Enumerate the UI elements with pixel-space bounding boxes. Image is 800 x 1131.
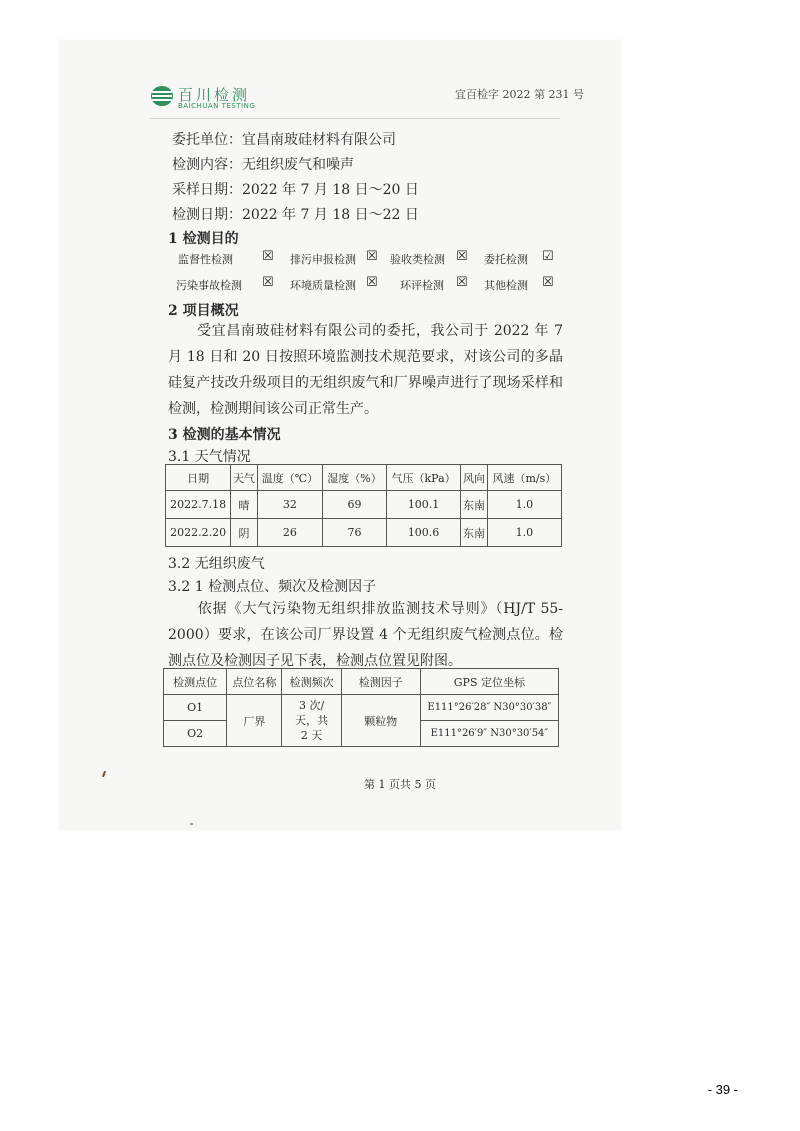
checkbox-checked-icon: ☑ bbox=[542, 249, 554, 264]
table-cell: O2 bbox=[164, 721, 227, 747]
table-header-row bbox=[164, 669, 559, 695]
checkbox-icon: ☒ bbox=[366, 249, 378, 264]
table-cell: 晴 bbox=[231, 491, 257, 519]
table-header-cell: 检测点位 bbox=[164, 669, 227, 695]
table-cell: 厂界 bbox=[227, 695, 282, 747]
table-header-cell: 温度（℃） bbox=[257, 465, 323, 491]
section3-title: 3 检测的基本情况 bbox=[168, 427, 281, 443]
table-cell: 26 bbox=[257, 519, 323, 547]
table-header-cell: 风速（m/s） bbox=[487, 465, 561, 491]
table-header-cell: 检测因子 bbox=[341, 669, 420, 695]
monitoring-points-table bbox=[163, 668, 559, 747]
purpose-label: 排污申报检测 bbox=[290, 253, 356, 266]
logo-english-text: BAICHUAN TESTING bbox=[178, 102, 256, 110]
table-cell: 100.6 bbox=[386, 519, 461, 547]
table-row bbox=[166, 519, 562, 547]
checkbox-icon: ☒ bbox=[366, 275, 378, 290]
logo-chinese-text: 百川检测 bbox=[178, 86, 251, 104]
test-date-line: 检测日期：2022 年 7 月 18 日～22 日 bbox=[172, 207, 419, 223]
content-line: 检测内容：无组织废气和噪声 bbox=[172, 157, 354, 173]
points-subtitle: 3.2 1 检测点位、频次及检测因子 bbox=[168, 579, 377, 595]
table-cell: 阴 bbox=[231, 519, 257, 547]
page-number: - 39 - bbox=[707, 1082, 738, 1097]
table-row bbox=[164, 695, 559, 721]
logo-icon bbox=[150, 84, 174, 108]
table-cell: 76 bbox=[323, 519, 387, 547]
table-cell: O1 bbox=[164, 695, 227, 721]
table-cell: 3 次/天，共 2 天 bbox=[282, 695, 341, 747]
header-divider bbox=[150, 118, 560, 119]
table-cell: 32 bbox=[257, 491, 323, 519]
weather-table bbox=[165, 464, 562, 547]
table-header-cell: GPS 定位坐标 bbox=[420, 669, 558, 695]
table-header-cell: 点位名称 bbox=[227, 669, 282, 695]
table-cell: 69 bbox=[323, 491, 387, 519]
purpose-label: 污染事故检测 bbox=[176, 279, 242, 292]
table-cell: 1.0 bbox=[487, 491, 561, 519]
purpose-label: 监督性检测 bbox=[178, 253, 233, 266]
purpose-label: 委托检测 bbox=[484, 253, 528, 266]
table-cell: 东南 bbox=[461, 491, 487, 519]
table-cell: 100.1 bbox=[386, 491, 461, 519]
table-cell: E111°26′28″ N30°30′38″ bbox=[420, 695, 558, 721]
client-line: 委托单位：宜昌南玻硅材料有限公司 bbox=[172, 132, 396, 148]
project-overview-paragraph: 受宜昌南玻硅材料有限公司的委托，我公司于 2022 年 7 月 18 日和 20 日按照环境监测技术规范要求，对该公司的多晶硅复产技改升级项目的无组织废气和厂界噪声进行了现场采样和检测，检测期间该公司正常生产。 bbox=[168, 323, 563, 417]
table-cell: 2022.7.18 bbox=[166, 491, 231, 519]
section2-title: 2 项目概况 bbox=[168, 303, 239, 319]
table-row bbox=[166, 491, 562, 519]
company-logo bbox=[150, 84, 260, 114]
weather-subtitle: 3.1 天气情况 bbox=[168, 449, 251, 465]
table-cell: 颗粒物 bbox=[341, 695, 420, 747]
document-number: 宜百检字 2022 第 231 号 bbox=[455, 88, 584, 101]
checkbox-icon: ☒ bbox=[542, 275, 554, 290]
table-header-row bbox=[166, 465, 562, 491]
purpose-label: 环评检测 bbox=[400, 279, 444, 292]
scan-speck bbox=[190, 823, 193, 825]
table-cell: 1.0 bbox=[487, 519, 561, 547]
sampling-date-line: 采样日期：2022 年 7 月 18 日～20 日 bbox=[172, 182, 419, 198]
table-header-cell: 湿度（%） bbox=[323, 465, 387, 491]
table-cell: 2022.2.20 bbox=[166, 519, 231, 547]
purpose-label: 其他检测 bbox=[484, 279, 528, 292]
checkbox-icon: ☒ bbox=[456, 275, 468, 290]
checkbox-icon: ☒ bbox=[456, 249, 468, 264]
table-header-cell: 天气 bbox=[231, 465, 257, 491]
table-header-cell: 风向 bbox=[461, 465, 487, 491]
checkbox-icon: ☒ bbox=[262, 249, 274, 264]
purpose-label: 验收类检测 bbox=[390, 253, 445, 266]
points-paragraph: 依据《大气污染物无组织排放监测技术导则》（HJ/T 55-2000）要求，在该公司厂界设置 4 个无组织废气检测点位。检测点位及检测因子见下表，检测点位置见附图。 bbox=[168, 601, 563, 669]
checkbox-icon: ☒ bbox=[262, 275, 274, 290]
table-cell: 东南 bbox=[461, 519, 487, 547]
table-cell: E111°26′9″ N30°30′54″ bbox=[420, 721, 558, 747]
table-header-cell: 气压（kPa） bbox=[386, 465, 461, 491]
section1-title: 1 检测目的 bbox=[168, 231, 239, 247]
table-header-cell: 检测频次 bbox=[282, 669, 341, 695]
purpose-label: 环境质量检测 bbox=[290, 279, 356, 292]
waste-gas-subtitle: 3.2 无组织废气 bbox=[168, 556, 265, 572]
table-header-cell: 日期 bbox=[166, 465, 231, 491]
page-of-footer: 第 1 页共 5 页 bbox=[364, 778, 436, 791]
